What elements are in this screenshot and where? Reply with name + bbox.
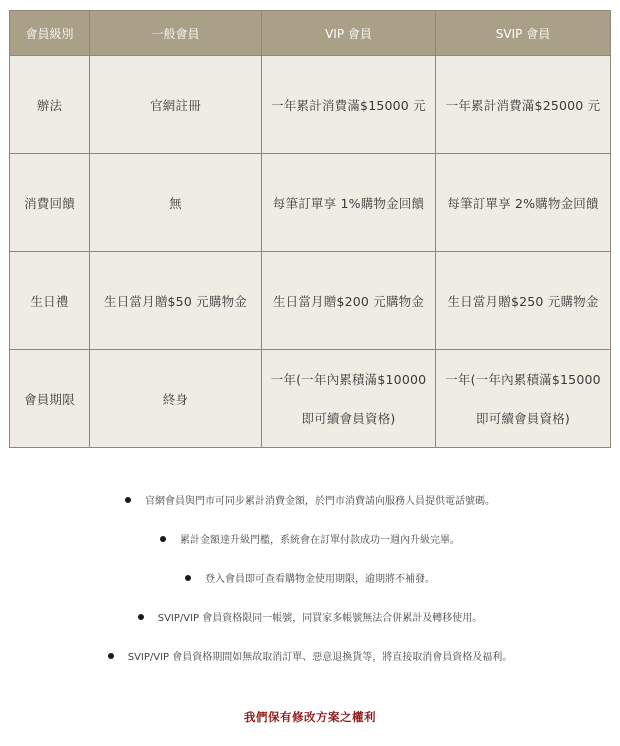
bullet-icon — [125, 497, 131, 503]
list-item — [0, 488, 620, 527]
table-cell: 官網註冊 — [90, 56, 262, 154]
bullet-icon — [108, 653, 114, 659]
list-item — [0, 644, 620, 683]
list-item — [0, 527, 620, 566]
notes-list — [0, 488, 620, 683]
table-cell: 每筆訂單享 1%購物金回饋 — [262, 154, 436, 252]
list-item — [0, 566, 620, 605]
row-label: 消費回饋 — [10, 154, 90, 252]
table-cell: 無 — [90, 154, 262, 252]
table-row — [10, 252, 611, 350]
note-text: 登入會員即可查看購物金使用期限，逾期將不補發。 — [205, 574, 435, 585]
cell-line: 一年(一年內累積滿$10000 — [270, 371, 427, 387]
note-text: 官網會員與門市可同步累計消費金額，於門市消費請向服務人員提供電話號碼。 — [145, 496, 495, 507]
table-cell: 生日當月贈$50 元購物金 — [90, 252, 262, 350]
cell-line: 即可續會員資格) — [301, 410, 396, 426]
disclaimer-text: 我們保有修改方案之權利 — [244, 710, 376, 724]
table-cell: 生日當月贈$200 元購物金 — [262, 252, 436, 350]
note-text: 累計金額達升級門檻，系統會在訂單付款成功一週內升級完畢。 — [180, 535, 460, 546]
membership-table — [9, 10, 611, 448]
note-text: SVIP/VIP 會員資格期間如無故取消訂單、惡意退換貨等，將直接取消會員資格及福利。 — [127, 652, 513, 663]
header-svip: SVIP 會員 — [436, 11, 611, 56]
list-item — [0, 605, 620, 644]
table-cell — [262, 350, 436, 448]
table-row — [10, 56, 611, 154]
bullet-icon — [138, 614, 144, 620]
row-label: 會員期限 — [10, 350, 90, 448]
table-cell — [436, 350, 611, 448]
header-vip: VIP 會員 — [262, 11, 436, 56]
table-cell: 每筆訂單享 2%購物金回饋 — [436, 154, 611, 252]
table-cell: 終身 — [90, 350, 262, 448]
table-row — [10, 154, 611, 252]
table-cell: 一年累計消費滿$25000 元 — [436, 56, 611, 154]
table-cell: 一年累計消費滿$15000 元 — [262, 56, 436, 154]
table-cell: 生日當月贈$250 元購物金 — [436, 252, 611, 350]
cell-line: 一年(一年內累積滿$15000 — [445, 371, 601, 387]
table-row — [10, 350, 611, 448]
row-label: 辦法 — [10, 56, 90, 154]
bullet-icon — [185, 575, 191, 581]
cell-line: 即可續會員資格) — [476, 410, 570, 426]
note-text: SVIP/VIP 會員資格限同一帳號，同買家多帳號無法合併累計及轉移使用。 — [157, 613, 483, 624]
bullet-icon — [160, 536, 166, 542]
header-level: 會員級別 — [10, 11, 90, 56]
header-regular: 一般會員 — [90, 11, 262, 56]
row-label: 生日禮 — [10, 252, 90, 350]
table-header-row — [10, 11, 611, 56]
